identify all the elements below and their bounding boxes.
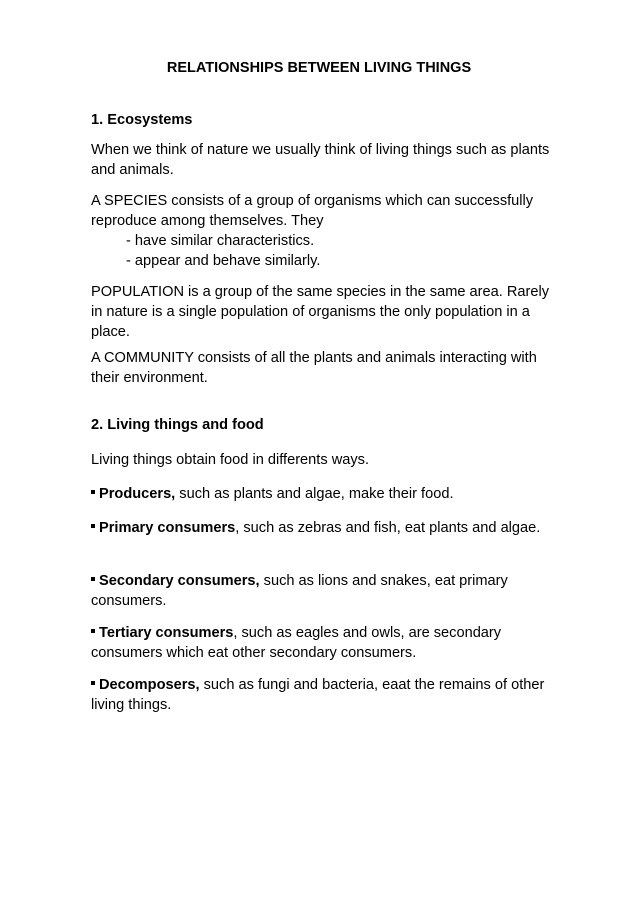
list-item-text: such as fungi and bacteria, eaat the remains of other living things.: [91, 677, 545, 713]
page-title: RELATIONSHIPS BETWEEN LIVING THINGS: [166, 60, 472, 76]
species-point: - appear and behave similarly.: [126, 253, 321, 269]
paragraph-food-intro: Living things obtain food in differents ways.: [91, 452, 369, 468]
bullet-square-icon: [91, 681, 95, 685]
list-item-term: Decomposers,: [99, 677, 200, 693]
bullet-square-icon: [91, 524, 95, 528]
list-item: [91, 518, 561, 538]
paragraph-species: [91, 191, 561, 271]
list-item-term: Primary consumers: [99, 520, 236, 536]
list-item: [91, 571, 561, 611]
list-item-term: Tertiary consumers: [99, 625, 234, 641]
species-text: A SPECIES consists of a group of organisms which can successfully reproduce among themselves. They: [91, 193, 534, 229]
list-item-text: such as lions and snakes, eat primary consumers.: [91, 573, 508, 609]
bullet-square-icon: [91, 629, 95, 633]
list-item: [91, 484, 561, 504]
section-heading-living-things-food: 2. Living things and food: [91, 417, 264, 433]
list-item: [91, 623, 561, 663]
list-item-term: Secondary consumers,: [99, 573, 260, 589]
paragraph-community: A COMMUNITY consists of all the plants and animals interacting with their environment.: [91, 350, 537, 386]
list-item: [91, 675, 561, 715]
bullet-square-icon: [91, 490, 95, 494]
paragraph-population: POPULATION is a group of the same species in the same area. Rarely in nature is a single population of organisms the only population in a place.: [91, 284, 550, 340]
list-item-term: Producers,: [99, 486, 176, 502]
list-item-text: , such as eagles and owls, are secondary consumers which eat other secondary consumers.: [91, 625, 502, 661]
section-heading-ecosystems: 1. Ecosystems: [91, 112, 193, 128]
bullet-square-icon: [91, 577, 95, 581]
list-item-text: , such as zebras and fish, eat plants and algae.: [235, 520, 541, 536]
list-item-text: such as plants and algae, make their food.: [175, 486, 454, 502]
paragraph-intro: When we think of nature we usually think of living things such as plants and animals.: [91, 142, 550, 178]
species-point: - have similar characteristics.: [126, 233, 315, 249]
